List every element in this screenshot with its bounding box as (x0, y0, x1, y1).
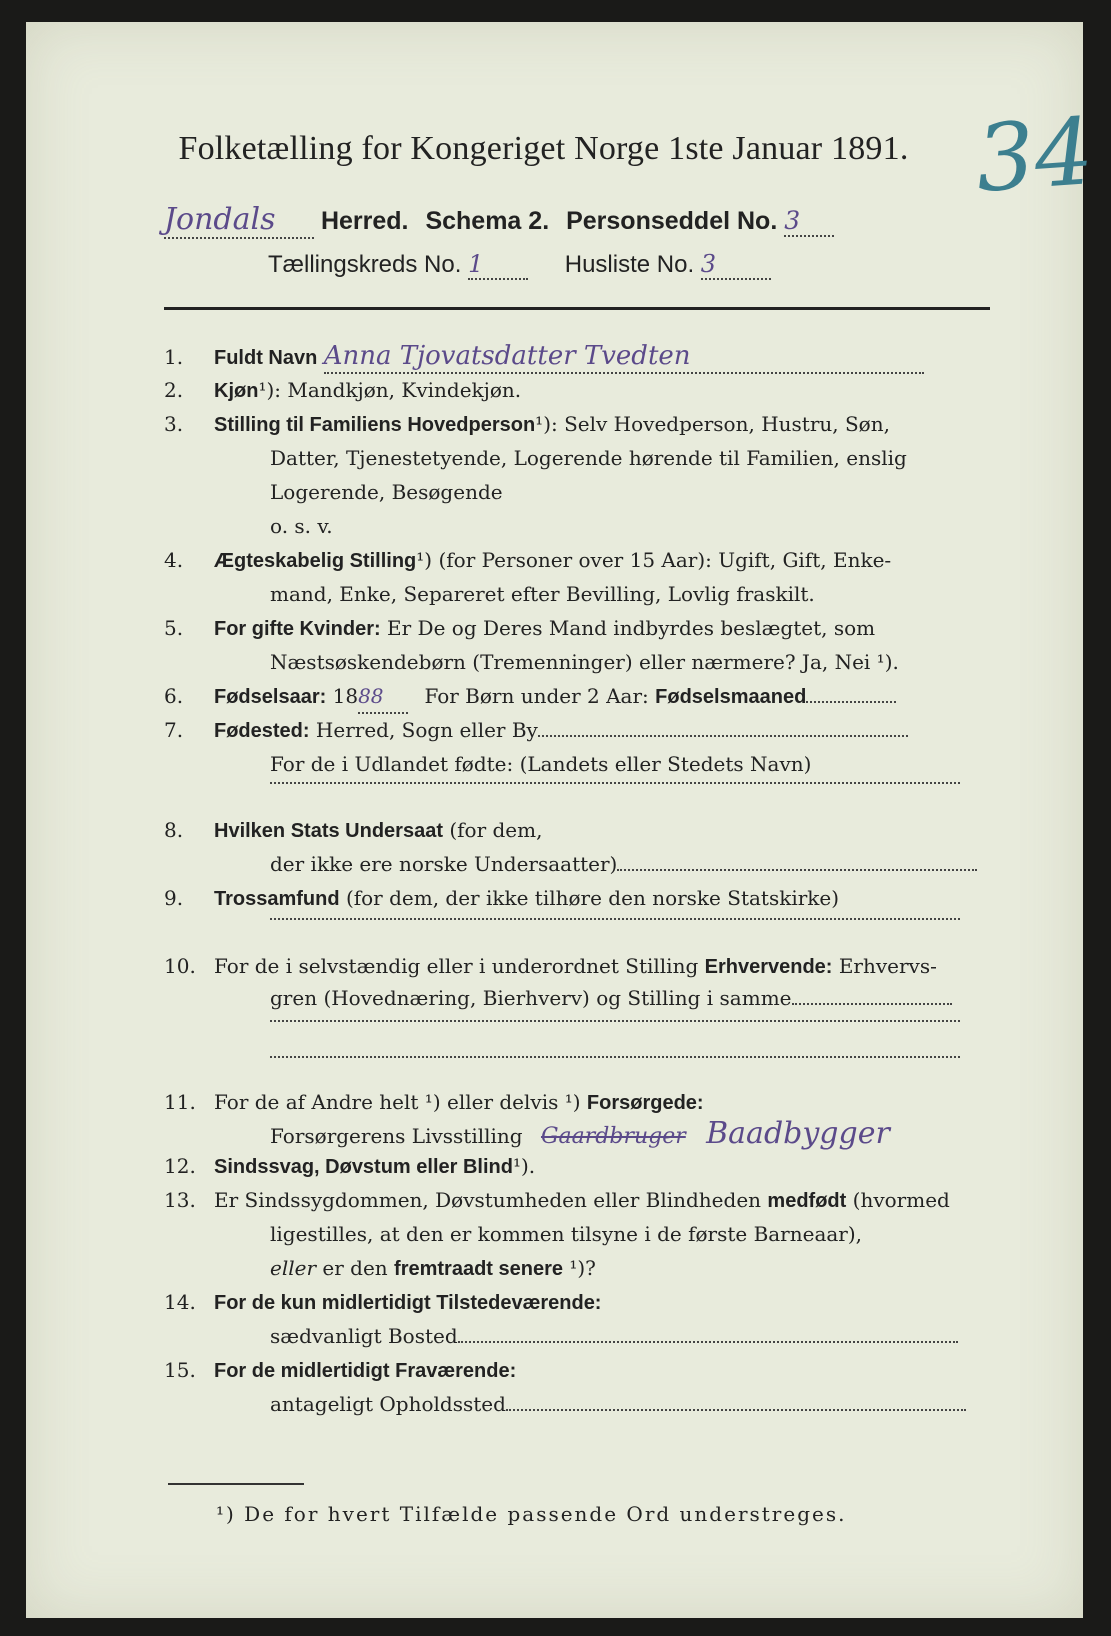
taellingskreds-label: Tællingskreds No. (268, 251, 462, 278)
full-name-answer: Anna Tjovatsdatter Tvedten (324, 340, 924, 374)
question-4 (164, 544, 992, 577)
congenital-footnote-ref: ¹)? (569, 1256, 596, 1280)
personseddel-number: 3 (784, 206, 834, 237)
married-women-question: Er De og Deres Mand indbyrdes beslægtet, som (387, 616, 876, 640)
header-line-kreds (268, 250, 771, 280)
acquired-later-label: fremtraadt senere (394, 1258, 563, 1280)
footnote: ¹) De for hvert Tilfælde passende Ord understreges. (216, 1502, 847, 1526)
occupation-text: For de i selvstændig eller i underordnet Stilling (214, 954, 699, 978)
birth-year-prefix: 18 (332, 684, 359, 708)
disability-label: Sindssvag, Døvstum eller Blind (214, 1156, 513, 1178)
question-number: 9. (164, 886, 184, 910)
citizenship-label: Hvilken Stats Undersaat (214, 820, 443, 842)
question-8 (164, 814, 992, 847)
birth-year-label: Fødselsaar: (214, 686, 327, 708)
birth-month-text: For Børn under 2 Aar: (424, 684, 649, 708)
probable-residence-text: antageligt Opholdssted (270, 1392, 506, 1416)
family-position-options: ¹): Selv Hovedperson, Hustru, Søn, (535, 412, 890, 436)
citizenship-text: (for dem, (449, 818, 543, 842)
municipality-handwritten: Jondals (164, 202, 314, 239)
question-number: 8. (164, 818, 184, 842)
question-number: 5. (164, 616, 184, 640)
personseddel-label: Personseddel No. (566, 207, 778, 235)
citizenship-text-2: der ikke ere norske Undersaatter) (270, 852, 618, 876)
usual-residence-line (270, 1320, 958, 1352)
occupation-answer (792, 1003, 952, 1005)
religion-label: Trossamfund (214, 888, 340, 910)
question-3 (164, 408, 992, 441)
congenital-label: medfødt (767, 1190, 847, 1212)
question-number: 3. (164, 412, 184, 436)
herred-label: Herred. (320, 207, 409, 235)
question-number: 6. (164, 684, 184, 708)
sex-options: ¹): Mandkjøn, Kvindekjøn. (258, 378, 522, 402)
question-13 (164, 1184, 992, 1217)
temporary-present-label: For de kun midlertidigt Tilstedeværende: (214, 1292, 602, 1314)
sex-label: Kjøn (214, 380, 259, 402)
family-position-label: Stilling til Familiens Hovedperson (214, 414, 536, 436)
question-number: 7. (164, 718, 184, 742)
religion-answer (270, 910, 960, 920)
question-10 (164, 950, 992, 983)
family-position-options-3: Logerende, Besøgende (270, 480, 503, 504)
question-number: 14. (164, 1290, 196, 1314)
birth-month-answer (806, 701, 896, 703)
occupation-text-3: gren (Hovednæring, Bierhverv) og Stilling i samme (270, 986, 792, 1010)
question-2 (164, 374, 992, 407)
occupation-answer-2 (270, 1012, 960, 1022)
congenital-text-3: ligestilles, at den er kommen tilsyne i de første Barneaar), (270, 1222, 863, 1246)
birthplace-answer (538, 735, 908, 737)
marital-status-options: ¹) (for Personer over 15 Aar): Ugift, Gift, Enke- (416, 548, 892, 572)
probable-residence-answer (506, 1409, 966, 1411)
header-divider (164, 307, 990, 310)
question-11 (164, 1086, 992, 1119)
married-women-question-2: Næstsøskendebørn (Tremenninger) eller nærmere? Ja, Nei ¹). (270, 650, 899, 674)
marital-status-label: Ægteskabelig Stilling (214, 550, 417, 572)
disability-text: ¹). (512, 1154, 536, 1178)
question-1 (164, 340, 992, 374)
question-number: 10. (164, 954, 196, 978)
form-title: Folketælling for Kongeriget Norge 1ste Januar 1891. (178, 130, 909, 167)
question-5 (164, 612, 992, 645)
full-name-label: Fuldt Navn (214, 347, 318, 369)
question-number: 4. (164, 548, 184, 572)
header-line-herred (164, 202, 834, 239)
religion-text: (for dem, der ikke tilhøre den norske Statskirke) (345, 886, 840, 910)
citizenship-line-2 (270, 848, 977, 880)
question-7 (164, 714, 992, 747)
page-number: 34 (972, 98, 1097, 213)
question-number: 13. (164, 1188, 196, 1212)
married-women-label: For gifte Kvinder: (214, 618, 381, 640)
marital-status-options-2: mand, Enke, Separeret efter Bevilling, Lovlig fraskilt. (270, 582, 815, 606)
usual-residence-text: sædvanligt Bosted (270, 1324, 458, 1348)
family-position-options-4: o. s. v. (270, 514, 333, 538)
husliste-label: Husliste No. (564, 251, 695, 278)
supported-text: For de af Andre helt ¹) eller delvis ¹) (214, 1090, 581, 1114)
foreign-birthplace-text: For de i Udlandet fødte: (Landets eller Stedets Navn) (270, 752, 812, 776)
congenital-text: Er Sindssygdommen, Døvstumheden eller Blindheden (214, 1188, 762, 1212)
congenital-text-2: (hvormed (852, 1188, 950, 1212)
birth-month-label: Fødselsmaaned (655, 686, 807, 708)
census-form-page (26, 22, 1097, 1618)
supporter-occupation-answer: Baadbygger (706, 1116, 890, 1151)
question-number: 15. (164, 1358, 196, 1382)
question-12 (164, 1150, 992, 1183)
congenital-er-den: er den (322, 1256, 388, 1280)
schema-label: Schema 2. (425, 207, 550, 235)
birthplace-options: Herred, Sogn eller By (315, 718, 538, 742)
supporter-occupation-text: Forsørgerens Livsstilling (270, 1124, 523, 1148)
supporter-line (270, 1118, 890, 1153)
citizenship-answer (617, 869, 977, 871)
taellingskreds-number: 1 (468, 250, 528, 280)
question-number: 12. (164, 1154, 196, 1178)
husliste-number: 3 (701, 250, 771, 280)
supporter-occupation-struck: Gaardbruger (540, 1124, 686, 1149)
question-6 (164, 680, 992, 714)
footnote-divider (168, 1483, 304, 1485)
supported-label: Forsørgede: (586, 1092, 704, 1114)
temporary-absent-label: For de midlertidigt Fraværende: (214, 1360, 517, 1382)
congenital-line-3 (270, 1252, 596, 1285)
question-number: 11. (164, 1090, 196, 1114)
occupation-label: Erhvervende: (704, 956, 833, 978)
occupation-line-2 (270, 982, 952, 1014)
occupation-answer-3 (270, 1048, 960, 1058)
birthplace-label: Fødested: (214, 720, 310, 742)
foreign-birthplace-answer (270, 774, 960, 784)
occupation-text-2: Erhvervs- (838, 954, 937, 978)
question-number: 2. (164, 378, 184, 402)
question-number: 1. (164, 345, 184, 369)
usual-residence-answer (458, 1341, 958, 1343)
family-position-options-2: Datter, Tjenestetyende, Logerende hørende til Familien, enslig (270, 446, 907, 470)
question-15 (164, 1354, 992, 1387)
question-14 (164, 1286, 992, 1319)
probable-residence-line (270, 1388, 966, 1420)
birth-year-answer: 88 (358, 680, 408, 714)
congenital-eller: eller (270, 1256, 317, 1280)
